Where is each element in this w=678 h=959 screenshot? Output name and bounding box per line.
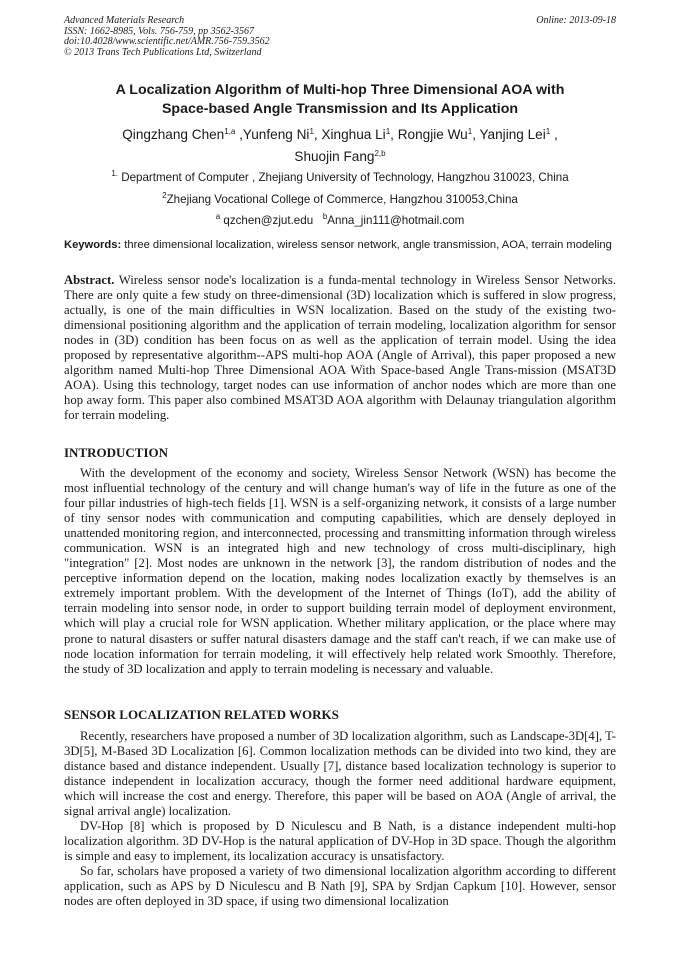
author-name: , Rongjie Wu [390,127,468,142]
journal-header [64,16,616,58]
author-affil-mark: 1 [385,127,391,136]
email-link[interactable]: Anna_jin111@hotmail.com [327,214,465,227]
author-affil-mark: 1,a [224,127,236,136]
journal-name: Advanced Materials Research [64,15,185,26]
paper-title [64,81,616,119]
affiliation-text: Zhejiang Vocational College of Commerce, Hangzhou 310053,China [166,193,518,206]
title-line-1: A Localization Algorithm of Multi-hop Three Dimensional AOA with [115,82,565,98]
email-link[interactable]: qzchen@zjut.edu [220,214,314,227]
affiliation-2 [64,189,616,207]
keywords [64,239,616,253]
paragraph [64,466,616,677]
paragraph [64,819,616,864]
keywords-label: Keywords: [64,239,122,251]
online-date: Online: 2013-09-18 [536,15,616,26]
email-mark: a [215,212,221,221]
copyright-line: © 2013 Trans Tech Publications Ltd, Switzerland [64,46,262,58]
keywords-text: three dimensional localization, wireless sensor network, angle transmission, AOA, terrain modeling [121,239,612,251]
section-heading: INTRODUCTION [64,445,169,460]
abstract-label: Abstract. [64,273,115,287]
author-list [64,122,616,166]
section-heading: SENSOR LOCALIZATION RELATED WORKS [64,707,339,722]
paragraph-text: Recently, researchers have proposed a number of 3D localization algorithm, such as Landscape-3D[4], T-3D[5], M-Based 3D Localization [6]. Common localization methods can be divided into two kind, they are distance based and distance independent. Usually [7], distance based localization technology is superior to distance independent in localization accuracy, though the former need additional hardware equipment, which will increase the cost and energy. Therefore, this paper will be based on AOA (Angle of arrival, the signal arrival angle) localization. [64,729,616,819]
author-separator: , [550,127,558,142]
author-name: Shuojin Fang [294,149,375,164]
paragraph-text: DV-Hop [8] which is proposed by D Niculescu and B Nath, is a distance independent multi-hop localization algorithm. 3D DV-Hop is the natural application of DV-Hop in 3D space. Though the algorithm is simple and easy to implement, its localization accuracy is unsatisfactory. [64,819,616,864]
doi-line: doi:10.4028/www.scientific.net/AMR.756-759.3562 [64,36,270,48]
author-name: Qingzhang Chen [122,127,225,142]
abstract-text: Wireless sensor node's localization is a funda-mental technology in Wireless Sensor Networks. There are only quite a few study on three-dimensional (3D) localization which is suffered in slow progress, actually, is one of the main difficulties in WSN localization. Based on the study of the existing two-dimensional positioning algorithm and the application of terrain modeling, localization algorithm for sensor nodes in (3D) condition has been focus on as well as the application of terrain model. Using the idea proposed by representative algorithm--APS multi-hop AOA (Angle of Arrival), this paper proposed a new algorithm named Multi-hop Three Dimensional AOA With Space-based Angle Trans-mission (MSAT3D AOA). Using this technology, target nodes can use information of anchor nodes which are more than one hop away form. This paper also combined MSAT3D AOA algorithm with Delaunay triangulation algorithm for terrain modeling. [64,273,616,423]
author-affil-mark: 1 [467,127,473,136]
paragraph-text: So far, scholars have proposed a variety of two dimensional localization algorithm according to different application, such as APS by D Niculescu and B Nath [9], SPA by Srdjan Capkum [10]. However, sensor nodes are often deployed in 3D space, if using two dimensional localization [64,864,616,909]
author-affil-mark: 2,b [374,149,386,158]
title-line-2: Space-based Angle Transmission and Its Application [161,101,519,117]
abstract [64,273,616,423]
affiliation-1 [64,167,616,185]
paragraph [64,864,616,909]
affiliation-mark: 1. [111,169,118,178]
paragraph-text: With the development of the economy and society, Wireless Sensor Network (WSN) has become the most influential technology of the century and will change human's way of life in the future as one of the four pillar industries of high-tech fields [1]. WSN is a self-organizing network, it consists of a large number of tiny sensor nodes with communication and computing capabilities, which are densely deployed in unattended monitoring region, and interconnected, processing and transmitting information through wireless communication. WSN is an integrated high and new technology of cross multi-disciplinary, high "integration" [2]. Most nodes are unknown in the network [3], the random distribution of nodes and the perceptive information depend on the location, making nodes localization exactly by themselves is an extremely important problem. With the development of the Internet of Things (IoT), add the ability of terrain modeling into sensor node, in order to support building terrain model of deployment environment, which will play a crucial role for WSN application. Whether military application, or the place where may prone to natural disasters or suffer natural disasters damage and the staff can't reach, if we can make use of node location information for terrain modeling, it will effectively help related work Smoothly. Therefore, the study of 3D localization and apply to terrain modeling is necessary and valuable. [64,466,616,676]
affiliation-mark: 2 [162,191,167,200]
author-affil-mark: 1 [309,127,314,136]
affiliation-text: Department of Computer , Zhejiang University of Technology, Hangzhou 310023, China [117,171,569,184]
author-affil-mark: 1 [545,127,551,136]
paragraph [64,729,616,819]
author-emails [64,210,616,228]
email-mark: b [322,212,328,221]
author-name: , Xinghua Li [313,127,386,142]
issn-line: ISSN: 1662-8985, Vols. 756-759, pp 3562-3567 [64,25,254,37]
author-name: ,Yunfeng Ni [235,127,310,142]
author-name: , Yanjing Lei [472,127,546,142]
